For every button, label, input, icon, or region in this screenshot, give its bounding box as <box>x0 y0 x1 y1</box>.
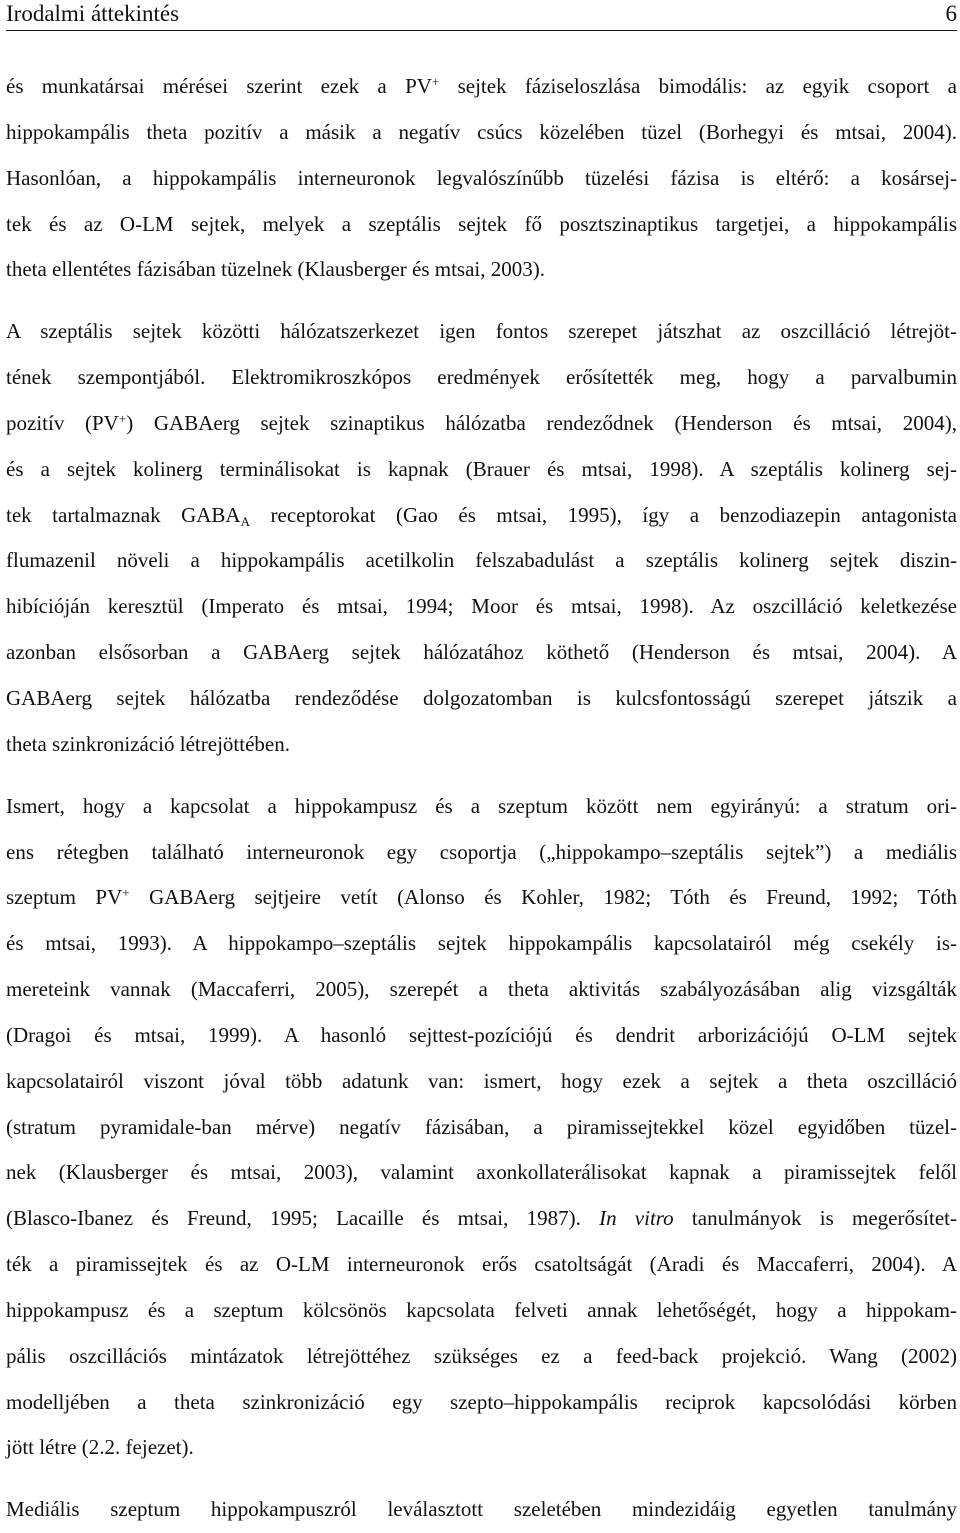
text-line: azonban elsősorban a GABAerg sejtek hálózatához köthető (Henderson és mtsai, 2004). A <box>6 640 957 665</box>
text-line: hippokampusz és a szeptum kölcsönös kapcsolata felveti annak lehetőségét, hogy a hippokam- <box>6 1297 957 1322</box>
text-line: és a sejtek kolinerg terminálisokat is kapnak (Brauer és mtsai, 1998). A szeptális kolinerg sej- <box>6 456 957 481</box>
text-line: tek és az O-LM sejtek, melyek a szeptális sejtek fő posztszinaptikus targetjei, a hippokampális <box>6 211 957 236</box>
header-rule <box>6 30 957 31</box>
text-line: ens rétegben található interneuronok egy csoportja („hippokampo–szeptális sejtek”) a mediális <box>6 839 957 864</box>
text-line: kapcsolatairól viszont jóval több adatunk van: ismert, hogy ezek a sejtek a theta oszcilláció <box>6 1068 957 1093</box>
running-header <box>6 0 957 28</box>
paragraph-1 <box>6 64 957 293</box>
text-line: hibícióján keresztül (Imperato és mtsai, 1994; Moor és mtsai, 1998). Az oszcilláció keletkezése <box>6 594 957 619</box>
paragraph-4 <box>6 1487 957 1533</box>
text-line: és munkatársai mérései szerint ezek a PV+ sejtek fáziseloszlása bimodális: az egyik csoport a <box>6 74 957 98</box>
paragraph-3 <box>6 784 957 1472</box>
text-line: mereteink vannak (Maccaferri, 2005), szerepét a theta aktivitás szabályozásában alig vizsgálták <box>6 977 957 1002</box>
body-text <box>6 64 957 1533</box>
text-line: nek (Klausberger és mtsai, 2003), valamint axonkollaterálisokat kapnak a piramissejtek felől <box>6 1160 957 1185</box>
text-line: ték a piramissejtek és az O-LM interneuronok erős csatoltságát (Aradi és Maccaferri, 2004). A <box>6 1252 957 1277</box>
text-line: tének szempontjából. Elektromikroszkópos eredmények erősítették meg, hogy a parvalbumin <box>6 365 957 390</box>
text-line: Hasonlóan, a hippokampális interneuronok legvalószínűbb tüzelési fázisa is eltérő: a kosársej- <box>6 165 957 190</box>
text-line: pális oszcillációs mintázatok létrejöttéhez szükséges ez a feed-back projekció. Wang (2002) <box>6 1343 957 1368</box>
text-line: szeptum PV+ GABAerg sejtjeire vetít (Alonso és Kohler, 1982; Tóth és Freund, 1992; Tóth <box>6 885 957 910</box>
text-line: modelljében a theta szinkronizáció egy szepto–hippokampális reciprok kapcsolódási körben <box>6 1389 957 1414</box>
text-line: (Blasco-Ibanez és Freund, 1995; Lacaille és mtsai, 1987). In vitro tanulmányok is megerősítet- <box>6 1206 957 1231</box>
chapter-title: Irodalmi áttekintés <box>6 1 180 26</box>
text-line: A szeptális sejtek közötti hálózatszerkezet igen fontos szerepet játszhat az oszcilláció létrejöt- <box>6 319 957 344</box>
page-number: 6 <box>945 1 957 26</box>
text-line: theta szinkronizáció létrejöttében. <box>6 731 290 756</box>
text-line: GABAerg sejtek hálózatba rendeződése dolgozatomban is kulcsfontosságú szerepet játszik a <box>6 685 957 710</box>
text-line: Ismert, hogy a kapcsolat a hippokampusz és a szeptum között nem egyirányú: a stratum ori- <box>6 793 957 818</box>
text-line: theta ellentétes fázisában tüzelnek (Klausberger és mtsai, 2003). <box>6 257 545 282</box>
text-line: tek tartalmaznak $GABA_A$ receptorokat (Gao és mtsai, 1995), így a benzodiazepin antagonista <box>6 502 958 529</box>
text-line: pozitív (PV+) GABAerg sejtek szinaptikus hálózatba rendeződnek (Henderson és mtsai, 2004), <box>6 410 957 435</box>
text-line: (stratum pyramidale-ban mérve) negatív fázisában, a piramissejtekkel közel egyidőben tüzel- <box>6 1114 957 1139</box>
text-line: és mtsai, 1993). A hippokampo–szeptális sejtek hippokampális kapcsolatairól még csekély is- <box>6 931 957 956</box>
text-line: flumazenil növeli a hippokampális acetilkolin felszabadulást a szeptális kolinerg sejtek diszin- <box>6 548 957 573</box>
text-line: (Dragoi és mtsai, 1999). A hasonló sejttest-pozíciójú és dendrit arborizációjú O-LM sejtek <box>6 1022 957 1047</box>
paragraph-2 <box>6 309 957 767</box>
text-line: jött létre (2.2. fejezet). <box>6 1435 194 1460</box>
text-line: hippokampális theta pozitív a másik a negatív csúcs közelében tüzel (Borhegyi és mtsai, 2004). <box>6 119 957 144</box>
document-page <box>6 0 958 1522</box>
text-line: Mediális szeptum hippokampuszról leválasztott szeletében mindezidáig egyetlen tanulmány <box>6 1497 957 1522</box>
